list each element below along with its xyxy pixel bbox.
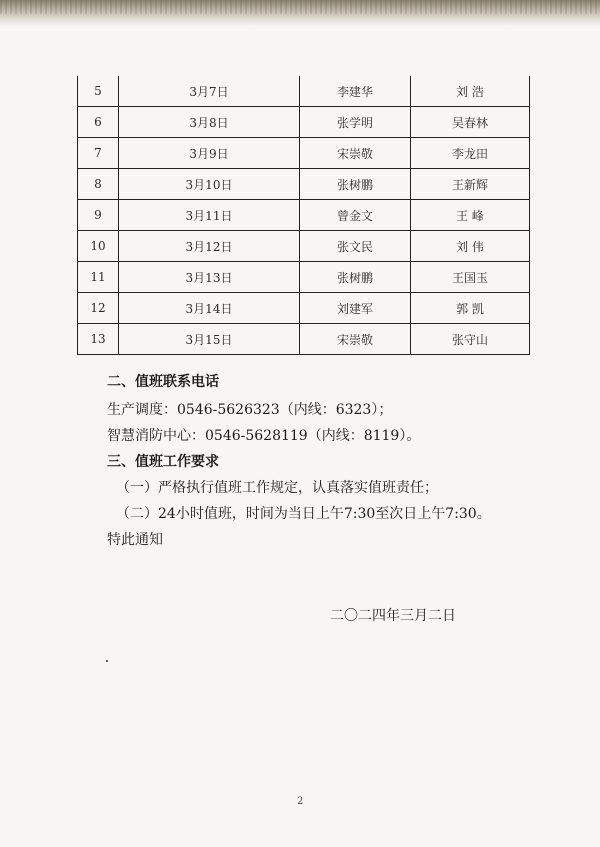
duty-person-b: 刘 伟 (411, 231, 530, 262)
fire-center-phone: 智慧消防中心：0546-5628119（内线：8119）。 (107, 428, 421, 444)
table-row (78, 169, 530, 200)
row-number: 9 (78, 200, 119, 231)
row-number: 6 (78, 107, 119, 138)
requirement-1: （一）严格执行值班工作规定，认真落实值班责任； (116, 480, 438, 496)
row-number: 11 (78, 262, 119, 293)
duty-person-a: 李建华 (300, 76, 411, 107)
duty-date: 3月7日 (119, 76, 300, 107)
duty-person-a: 张学明 (300, 107, 411, 138)
scan-top-edge (0, 0, 600, 26)
duty-date: 3月9日 (119, 138, 300, 169)
row-number: 7 (78, 138, 119, 169)
closing-text: 特此通知 (107, 532, 163, 548)
duty-date: 3月13日 (119, 262, 300, 293)
scan-speck (106, 660, 108, 662)
row-number: 10 (78, 231, 119, 262)
duty-person-b: 李龙田 (411, 138, 530, 169)
duty-date: 3月11日 (119, 200, 300, 231)
duty-person-b: 张守山 (411, 324, 530, 355)
duty-date: 3月10日 (119, 169, 300, 200)
row-number: 8 (78, 169, 119, 200)
table-row (78, 262, 530, 293)
page-number: 2 (297, 796, 304, 807)
duty-date: 3月8日 (119, 107, 300, 138)
duty-date: 3月12日 (119, 231, 300, 262)
table-row (78, 293, 530, 324)
duty-date: 3月15日 (119, 324, 300, 355)
table-row (78, 138, 530, 169)
duty-person-b: 王国玉 (411, 262, 530, 293)
duty-date: 3月14日 (119, 293, 300, 324)
duty-person-a: 张树鹏 (300, 169, 411, 200)
table-row (78, 107, 530, 138)
duty-person-a: 张树鹏 (300, 262, 411, 293)
duty-person-a: 刘建军 (300, 293, 411, 324)
document-date: 二〇二四年三月二日 (330, 608, 456, 624)
table-row (78, 200, 530, 231)
duty-person-b: 王新辉 (411, 169, 530, 200)
table-row (78, 231, 530, 262)
duty-person-a: 宋崇敬 (300, 138, 411, 169)
section3-heading: 三、值班工作要求 (107, 454, 219, 470)
requirement-2: （二）24小时值班，时间为当日上午7:30至次日上午7:30。 (116, 506, 491, 522)
row-number: 12 (78, 293, 119, 324)
row-number: 5 (78, 76, 119, 107)
duty-person-b: 郭 凯 (411, 293, 530, 324)
duty-person-a: 张文民 (300, 231, 411, 262)
duty-schedule-table (77, 76, 530, 355)
duty-person-b: 刘 浩 (411, 76, 530, 107)
table-row (78, 76, 530, 107)
row-number: 13 (78, 324, 119, 355)
section2-heading: 二、值班联系电话 (107, 374, 219, 390)
duty-person-b: 吴春林 (411, 107, 530, 138)
duty-person-b: 王 峰 (411, 200, 530, 231)
production-dispatch-phone: 生产调度：0546-5626323（内线：6323）； (107, 402, 393, 418)
table-row (78, 324, 530, 355)
duty-person-a: 曾金文 (300, 200, 411, 231)
duty-person-a: 宋崇敬 (300, 324, 411, 355)
